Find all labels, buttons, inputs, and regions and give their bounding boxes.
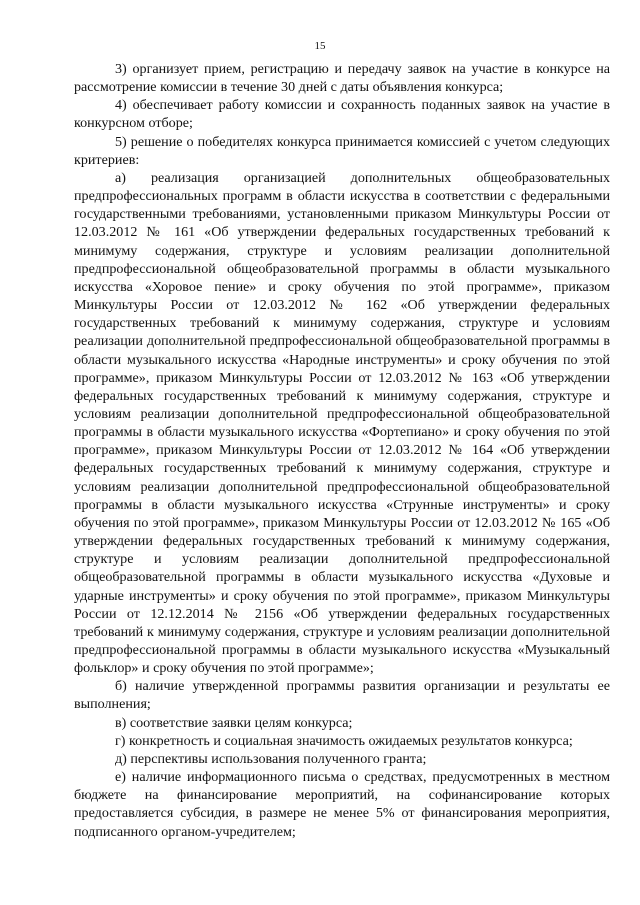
paragraph-item-5: 5) решение о победителях конкурса принимается комиссией с учетом следующих критериев: (74, 133, 610, 168)
page-number: 15 (314, 40, 326, 52)
document-body (74, 60, 610, 841)
paragraph-criterion-g: г) конкретность и социальная значимость ожидаемых результатов конкурса; (115, 732, 573, 749)
paragraph-criterion-d: д) перспективы использования полученного гранта; (115, 750, 427, 767)
paragraph-item-3: 3) организует прием, регистрацию и передачу заявок на участие в конкурсе на рассмотрение комиссии в течение 30 дней с даты объявления конкурса; (74, 61, 610, 96)
paragraph-item-4: 4) обеспечивает работу комиссии и сохранность поданных заявок на участие в конкурсном отборе; (74, 97, 610, 132)
paragraph-criterion-e: е) наличие информационного письма о средствах, предусмотренных в местном бюджете на финансирование мероприятий, на софинансирование которых предоставляется субсидия, в размере не менее 5% от финансирования мероприятия, подписанного органом-учредителем; (74, 769, 610, 840)
paragraph-criterion-v: в) соответствие заявки целям конкурса; (115, 714, 353, 731)
paragraph-criterion-b: б) наличие утвержденной программы развития организации и результаты ее выполнения; (74, 678, 610, 713)
paragraph-criterion-a: а) реализация организацией дополнительных общеобразовательных предпрофессиональных программ в области искусства в соответствии с федеральными государственными требованиями, установленными приказом Минкультуры России от 12.03.2012 № 161 «Об утверждении федеральных государственных требований к минимуму содержания, структуре и условиям реализации дополнительной предпрофессиональной общеобразовательной программы в области музыкального искусства «Хоровое пение» и сроку обучения по этой программе», приказом Минкультуры России от 12.03.2012 № 162 «Об утверждении федеральных государственных требований к минимуму содержания, структуре и условиям реализации дополнительной предпрофессиональной общеобразовательной программы в области музыкального искусства «Народные инструменты» и сроку обучения по этой программе», приказом Минкультуры России от 12.03.2012 № 163 «Об утверждении федеральных государственных требований к минимуму содержания, структуре и условиям реализации дополнительной предпрофессиональной общеобразовательной программы в области музыкального искусства «Фортепиано» и сроку обучения по этой программе», приказом Минкультуры России от 12.03.2012 № 164 «Об утверждении федеральных государственных требований к минимуму содержания, структуре и условиям реализации дополнительной предпрофессиональной общеобразовательной программы в области музыкального искусства «Струнные инструменты» и сроку обучения по этой программе», приказом Минкультуры России от 12.03.2012 № 165 «Об утверждении федеральных государственных требований к минимуму содержания, структуре и условиям реализации дополнительной предпрофессиональной общеобразовательной программы в области музыкального искусства «Духовые и ударные инструменты» и сроку обучения по этой программе», приказом Минкультуры России от 12.12.2014 № 2156 «Об утверждении федеральных государственных требований к минимуму содержания, структуре и условиям реализации дополнительной предпрофессиональной программы в области музыкального искусства «Музыкальный фольклор» и сроку обучения по этой программе»; (74, 169, 610, 677)
